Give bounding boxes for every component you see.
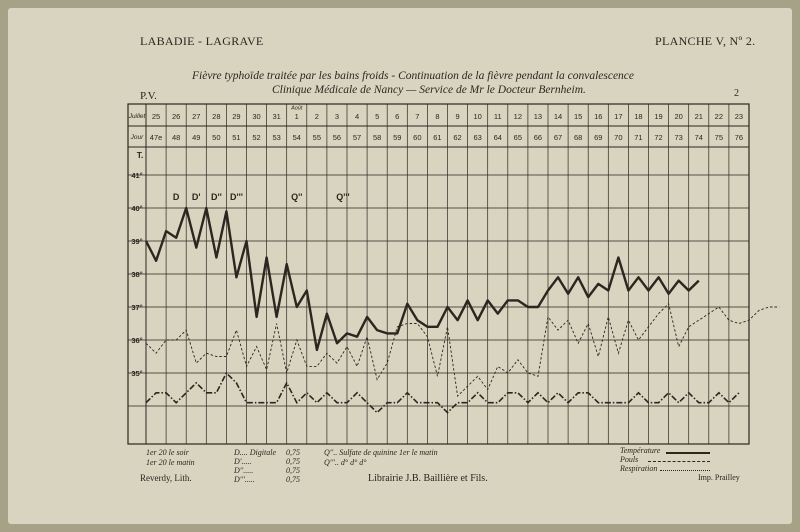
day-label: 51 bbox=[232, 133, 241, 142]
chart-number: 2 bbox=[734, 88, 739, 99]
chart-title-line1: Fièvre typhoïde traitée par les bains froids - Continuation de la fièvre pendant la convalescence bbox=[192, 70, 635, 82]
date-label: 12 bbox=[513, 112, 523, 121]
legend-temperature-line bbox=[666, 452, 710, 454]
day-label: 60 bbox=[413, 133, 422, 142]
date-label: 2 bbox=[314, 112, 319, 121]
footnote-dose-3: 0,75 bbox=[286, 466, 300, 475]
dose-marker: D bbox=[172, 192, 180, 202]
pv-label: P.V. bbox=[140, 90, 157, 102]
day-label: 72 bbox=[654, 133, 663, 142]
dose-marker: D''' bbox=[229, 192, 243, 202]
day-label: 69 bbox=[594, 133, 603, 142]
day-label: 54 bbox=[292, 133, 301, 142]
date-label: 28 bbox=[212, 112, 221, 121]
date-label: 29 bbox=[232, 112, 241, 121]
chart-title-line2: Clinique Médicale de Nancy — Service de Mr le Docteur Bernheim. bbox=[272, 84, 586, 96]
day-label: 68 bbox=[573, 133, 583, 142]
date-label: 17 bbox=[614, 112, 623, 121]
date-label: 8 bbox=[435, 112, 440, 121]
author-header: LABADIE - LAGRAVE bbox=[140, 34, 264, 48]
credit-publisher: Librairie J.B. Baillière et Fils. bbox=[368, 473, 488, 484]
day-label: 63 bbox=[473, 133, 482, 142]
credit-printer: Imp. Prailley bbox=[698, 473, 740, 482]
date-label: 11 bbox=[493, 112, 502, 121]
dose-marker: D'' bbox=[210, 192, 222, 202]
plate-number-header: PLANCHE V, Nº 2. bbox=[655, 34, 756, 48]
date-label: 4 bbox=[354, 112, 360, 121]
temperature-tick-label: 38° bbox=[131, 270, 143, 279]
day-label: 49 bbox=[192, 133, 201, 142]
date-label: 10 bbox=[473, 112, 482, 121]
footnote-dose-1: 0,75 bbox=[286, 448, 300, 457]
footnote-digitale-2: D'..... bbox=[234, 457, 252, 466]
date-label: 7 bbox=[415, 112, 420, 121]
day-row-label: Jour bbox=[130, 134, 144, 141]
day-label: 62 bbox=[453, 133, 462, 142]
series-temprature-line bbox=[146, 208, 699, 350]
day-label: 64 bbox=[493, 133, 502, 142]
dose-marker: Q'' bbox=[291, 192, 303, 202]
footnote-digitale-4: D'''..... bbox=[234, 475, 255, 484]
day-label: 56 bbox=[332, 133, 342, 142]
month-label: Août bbox=[291, 105, 303, 112]
footnote-digitale-3: D''..... bbox=[234, 466, 254, 475]
footnote-digitale-1: D.... Digitale bbox=[234, 448, 276, 457]
day-label: 66 bbox=[533, 133, 543, 142]
footnote-quinine-2: Q'''.. d° d° d° bbox=[324, 458, 367, 467]
date-label: 30 bbox=[252, 112, 261, 121]
day-label: 65 bbox=[513, 133, 523, 142]
footnote-soir: 1er 20 le soir bbox=[146, 448, 189, 457]
footnote-dose-4: 0,75 bbox=[286, 475, 300, 484]
series-pouls-line bbox=[146, 304, 779, 396]
date-label: 16 bbox=[594, 112, 603, 121]
date-label: 27 bbox=[192, 112, 201, 121]
date-row-label: Juillet bbox=[128, 113, 146, 120]
temperature-tick-label: 41° bbox=[131, 171, 143, 180]
day-label: 70 bbox=[614, 133, 623, 142]
day-label: 61 bbox=[433, 133, 442, 142]
day-label: 48 bbox=[171, 133, 181, 142]
date-label: 23 bbox=[734, 112, 744, 121]
temperature-tick-label: 40° bbox=[131, 204, 143, 213]
temperature-tick-label: 37° bbox=[131, 303, 143, 312]
date-label: 14 bbox=[553, 112, 563, 121]
footnote-quinine-1: Q''.. Sulfate de quinine 1er le matin bbox=[324, 448, 438, 457]
day-label: 73 bbox=[674, 133, 683, 142]
day-label: 75 bbox=[714, 133, 724, 142]
date-label: 22 bbox=[714, 112, 724, 121]
footnote-dose-2: 0,75 bbox=[286, 457, 300, 466]
date-label: 18 bbox=[634, 112, 643, 121]
day-label: 57 bbox=[352, 133, 362, 142]
temperature-tick-label: 36° bbox=[131, 336, 143, 345]
day-label: 58 bbox=[372, 133, 382, 142]
day-label: 52 bbox=[252, 133, 261, 142]
date-label: 1 bbox=[294, 112, 299, 121]
date-label: 15 bbox=[573, 112, 583, 121]
day-label: 53 bbox=[272, 133, 281, 142]
temp-column-label: T. bbox=[136, 150, 144, 160]
date-label: 6 bbox=[395, 112, 400, 121]
day-label: 59 bbox=[393, 133, 402, 142]
day-label: 71 bbox=[634, 133, 643, 142]
date-label: 19 bbox=[654, 112, 663, 121]
day-label: 55 bbox=[312, 133, 322, 142]
date-label: 13 bbox=[533, 112, 543, 121]
legend-respiration-line bbox=[660, 470, 710, 471]
legend-temperature-label: Température bbox=[620, 446, 661, 455]
date-label: 26 bbox=[171, 112, 181, 121]
footnote-matin: 1er 20 le matin bbox=[146, 458, 195, 467]
credit-lithographer: Reverdy, Lith. bbox=[140, 473, 192, 483]
date-label: 20 bbox=[674, 112, 683, 121]
date-label: 21 bbox=[694, 112, 703, 121]
date-label: 31 bbox=[272, 112, 281, 121]
temperature-tick-label: 35° bbox=[131, 369, 143, 378]
legend-pouls-line bbox=[648, 461, 710, 462]
date-label: 9 bbox=[455, 112, 460, 121]
legend-respiration-label: Respiration bbox=[620, 464, 658, 473]
day-label: 47e bbox=[149, 133, 163, 142]
dose-marker: D' bbox=[191, 192, 201, 202]
temperature-tick-label: 39° bbox=[131, 237, 143, 246]
date-label: 5 bbox=[375, 112, 380, 121]
day-label: 74 bbox=[694, 133, 703, 142]
date-label: 25 bbox=[151, 112, 161, 121]
dose-marker: Q''' bbox=[336, 192, 350, 202]
legend-pouls-label: Pouls bbox=[620, 455, 639, 464]
day-label: 50 bbox=[212, 133, 221, 142]
day-label: 76 bbox=[734, 133, 744, 142]
series-respiration-line bbox=[146, 373, 739, 413]
date-label: 3 bbox=[334, 112, 340, 121]
day-label: 67 bbox=[553, 133, 563, 142]
